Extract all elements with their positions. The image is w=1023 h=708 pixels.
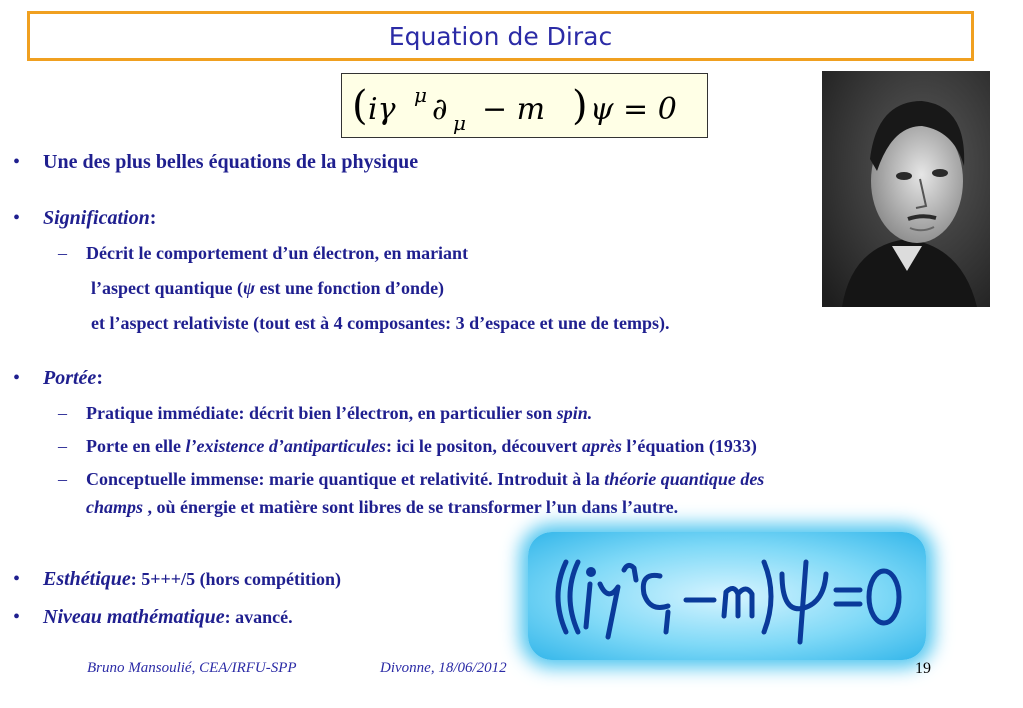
sub-item-conceptual [58, 469, 765, 490]
sub-text: l’aspect quantique ( [91, 278, 244, 298]
bullet-heading: Niveau mathématique [43, 606, 225, 628]
sub-text: Décrit le comportement d’un électron, en mariant [86, 243, 469, 263]
sub-dash: – [58, 243, 67, 263]
sub-item-relativistic-line [91, 313, 670, 334]
eq-minus-m: − m [482, 92, 546, 127]
bullet-mark: • [13, 151, 21, 173]
bullet-portee [13, 367, 103, 390]
bullet-text: Une des plus belles équations de la physique [43, 151, 419, 173]
glowing-equation-image [528, 532, 926, 660]
bullet-heading: Portée [43, 367, 97, 389]
eq-mu-sup: μ [414, 83, 427, 107]
sub-dash: – [58, 403, 67, 423]
footer-author: Bruno Mansoulié, CEA/IRFU-SPP [87, 660, 297, 676]
footer-place-date: Divonne, 18/06/2012 [380, 660, 507, 676]
bullet-heading: Signification [43, 207, 150, 229]
bullet-signification [13, 207, 157, 230]
sub-text: Pratique immédiate: décrit bien l’électron, en particulier son [86, 403, 557, 423]
handwritten-equation [528, 532, 926, 660]
sub-item-practical [58, 403, 593, 424]
eq-partial: ∂ [432, 92, 448, 127]
eq-i-gamma: iγ [368, 92, 396, 127]
sub-text: l’équation (1933) [621, 436, 757, 456]
sub-text: et l’aspect relativiste (tout est à 4 composantes: 3 d’espace et une de temps). [91, 313, 670, 333]
sub-dash: – [58, 469, 67, 489]
bullet-text: : 5+++/5 (hors compétition) [130, 569, 342, 589]
title-box [27, 11, 974, 61]
sub-item-describes-electron [58, 243, 469, 264]
sub-text: est une fonction d’onde) [255, 278, 445, 298]
portrait-image [822, 71, 990, 307]
sub-emphasis: spin. [556, 403, 593, 423]
bullet-mark: • [13, 606, 21, 628]
eq-psi-equals-zero: ψ = 0 [590, 92, 677, 127]
sub-emphasis: après [581, 436, 622, 456]
sub-item-quantum-line [91, 278, 444, 299]
psi-symbol: ψ [243, 278, 256, 298]
sub-item-conceptual-line2 [86, 497, 678, 518]
eq-mu-sub: μ [453, 111, 466, 135]
sub-emphasis: champs [86, 497, 144, 517]
bullet-colon: : [149, 207, 157, 229]
sub-dash: – [58, 436, 67, 456]
sub-text: Porte en elle [86, 436, 186, 456]
eq-open-paren: ( [352, 83, 368, 129]
sub-text: , où énergie et matière sont libres de se transformer l’un dans l’autre. [143, 497, 679, 517]
sub-emphasis: l’existence d’antiparticules [185, 436, 386, 456]
bullet-mark: • [13, 568, 21, 590]
bullet-heading: Esthétique [43, 568, 131, 590]
sub-item-antiparticles [58, 436, 757, 457]
eq-close-paren: ) [572, 83, 588, 129]
bullet-text: : avancé. [224, 607, 293, 627]
sub-text: : ici le positon, découvert [385, 436, 582, 456]
dirac-equation [342, 74, 709, 139]
bullet-colon: : [96, 367, 103, 389]
sub-emphasis: théorie quantique des [604, 469, 765, 489]
bullet-esthetique [13, 568, 342, 591]
sub-text: Conceptuelle immense: marie quantique et relativité. Introduit à la [86, 469, 605, 489]
bullet-mark: • [13, 207, 21, 229]
dirac-equation-box [341, 73, 708, 138]
bullet-beautiful-equation [13, 151, 419, 174]
dirac-portrait [822, 71, 990, 307]
bullet-niveau [13, 606, 293, 629]
slide-title: Equation de Dirac [388, 22, 613, 51]
bullet-mark: • [13, 367, 21, 389]
page-number: 19 [915, 660, 931, 677]
